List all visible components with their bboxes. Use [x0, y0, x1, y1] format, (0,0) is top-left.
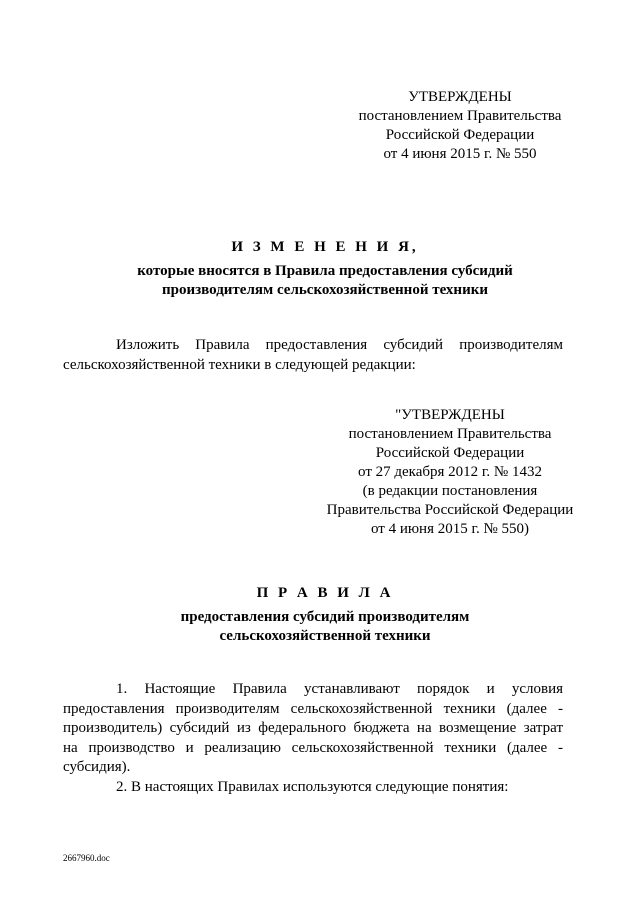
intro-line-2: сельскохозяйственной техники в следующей редакции:: [63, 356, 416, 373]
rules-subtitle-2: сельскохозяйственной техники: [219, 628, 431, 644]
approval-stamp-quoted: [300, 406, 600, 539]
approval-quoted-line-5: Правительства Российской Федерации: [326, 502, 574, 518]
approval-quoted-title: "УТВЕРЖДЕНЫ: [395, 407, 505, 423]
approval-line-3: от 4 июня 2015 г. № 550: [383, 146, 537, 162]
approval-quoted-line-1: постановлением Правительства: [348, 426, 552, 442]
approval-line-2: Российской Федерации: [385, 127, 535, 143]
approval-quoted-line-4: (в редакции постановления: [362, 483, 538, 499]
rules-title: П Р А В И Л А: [256, 585, 394, 601]
paragraph-1: [63, 680, 563, 797]
paragraph-1-line-4: на производство и реализацию сельскохозяйственной техники (далее -: [63, 739, 563, 756]
approval-title: УТВЕРЖДЕНЫ: [408, 89, 512, 105]
changes-subtitle-2: производителям сельскохозяйственной техники: [161, 282, 489, 298]
paragraph-1-line-2: предоставления производителям сельскохозяйственной техники (далее -: [63, 700, 563, 717]
approval-quoted-line-3: от 27 декабря 2012 г. № 1432: [358, 464, 542, 480]
paragraph-1-line-5: субсидия).: [63, 759, 131, 775]
approval-quoted-line-6: от 4 июня 2015 г. № 550): [370, 521, 530, 537]
paragraph-1-line-1: 1. Настоящие Правила устанавливают порядок и условия: [116, 681, 563, 697]
intro-paragraph: [63, 336, 563, 375]
rules-subtitle-1: предоставления субсидий производителям: [180, 609, 470, 625]
paragraph-1-line-3: производитель) субсидий из федерального бюджета на возмещение затрат: [63, 720, 563, 736]
changes-subtitle-1: которые вносятся в Правила предоставления субсидий: [137, 263, 513, 279]
approval-line-1: постановлением Правительства: [358, 108, 562, 124]
intro-line-1: Изложить Правила предоставления субсидий производителям: [116, 337, 563, 353]
document-id-footer: 2667960.doc: [63, 853, 110, 863]
paragraph-2-line-1: 2. В настоящих Правилах используются следующие понятия:: [116, 778, 509, 795]
approval-quoted-line-2: Российской Федерации: [375, 445, 525, 461]
changes-title: И З М Е Н Е Н И Я,: [231, 239, 419, 255]
approval-stamp-top: [330, 88, 590, 164]
